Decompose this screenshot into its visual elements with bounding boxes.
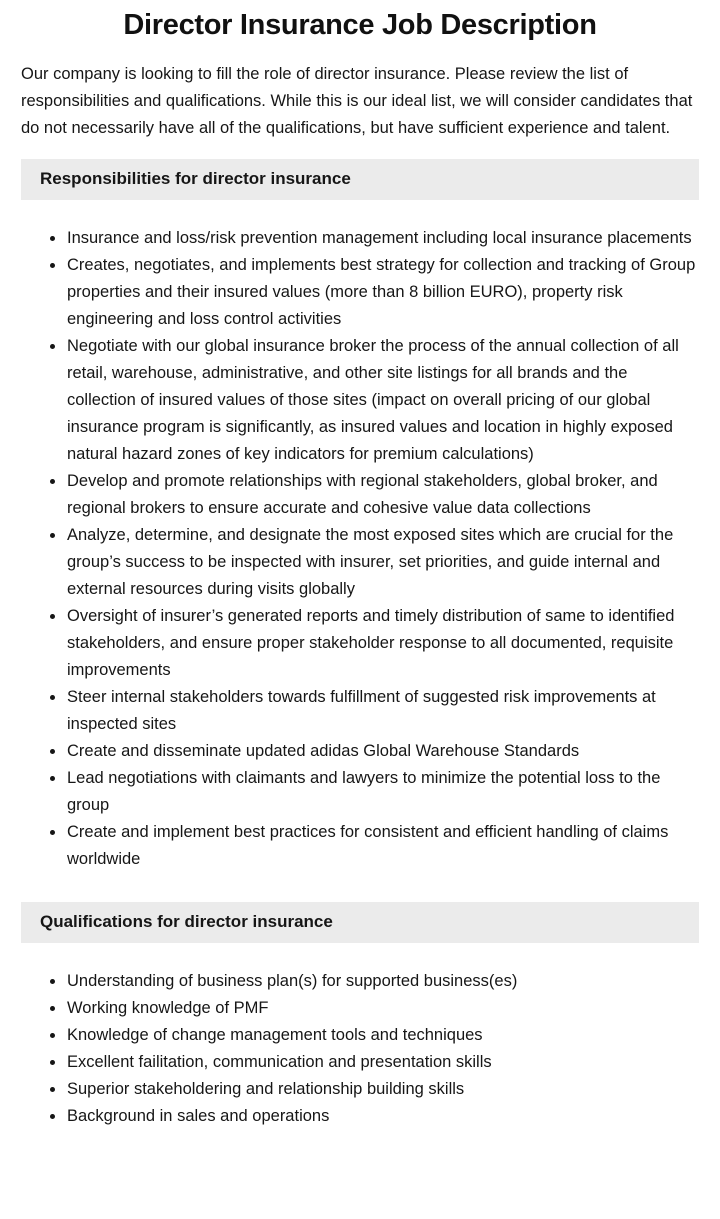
responsibility-item: Oversight of insurer’s generated reports and timely distribution of same to identified stakeholders, and ensure proper stakeholder response to all documented, requisite improvements (67, 603, 699, 684)
responsibility-item: Insurance and loss/risk prevention management including local insurance placements (67, 225, 699, 252)
qualifications-list (21, 968, 699, 1130)
responsibility-item: Creates, negotiates, and implements best strategy for collection and tracking of Group properties and their insured values (more than 8 billion EURO), property risk engineering and loss control activities (67, 252, 699, 333)
responsibilities-list (21, 225, 699, 873)
responsibility-item: Negotiate with our global insurance broker the process of the annual collection of all retail, warehouse, administrative, and other site listings for all brands and the collection of insured values of those sites (impact on overall pricing of our global insurance program is significantly, as insured values and location in highly exposed natural hazard zones of key indicators for premium calculations) (67, 333, 699, 468)
qualification-item: Excellent failitation, communication and presentation skills (67, 1049, 699, 1076)
qualifications-section-header: Qualifications for director insurance (21, 902, 699, 943)
intro-paragraph: Our company is looking to fill the role of director insurance. Please review the list of responsibilities and qualifications. While this is our ideal list, we will consider candidates that do not necessarily have all of the qualifications, but have sufficient experience and talent. (21, 65, 693, 137)
qualification-item: Background in sales and operations (67, 1103, 699, 1130)
responsibility-item: Analyze, determine, and designate the most exposed sites which are crucial for the group’s success to be inspected with insurer, set priorities, and guide internal and external resources during visits globally (67, 522, 699, 603)
qualification-item: Understanding of business plan(s) for supported business(es) (67, 968, 699, 995)
qualification-item: Knowledge of change management tools and techniques (67, 1022, 699, 1049)
responsibility-item: Lead negotiations with claimants and lawyers to minimize the potential loss to the group (67, 765, 699, 819)
responsibility-item: Develop and promote relationships with regional stakeholders, global broker, and regional brokers to ensure accurate and cohesive value data collections (67, 468, 699, 522)
qualification-item: Working knowledge of PMF (67, 995, 699, 1022)
qualification-item: Superior stakeholdering and relationship building skills (67, 1076, 699, 1103)
page-title: Director Insurance Job Description (123, 9, 597, 41)
responsibility-item: Create and disseminate updated adidas Global Warehouse Standards (67, 738, 699, 765)
responsibilities-section-header: Responsibilities for director insurance (21, 159, 699, 200)
responsibility-item: Create and implement best practices for consistent and efficient handling of claims worldwide (67, 819, 699, 873)
responsibility-item: Steer internal stakeholders towards fulfillment of suggested risk improvements at inspected sites (67, 684, 699, 738)
